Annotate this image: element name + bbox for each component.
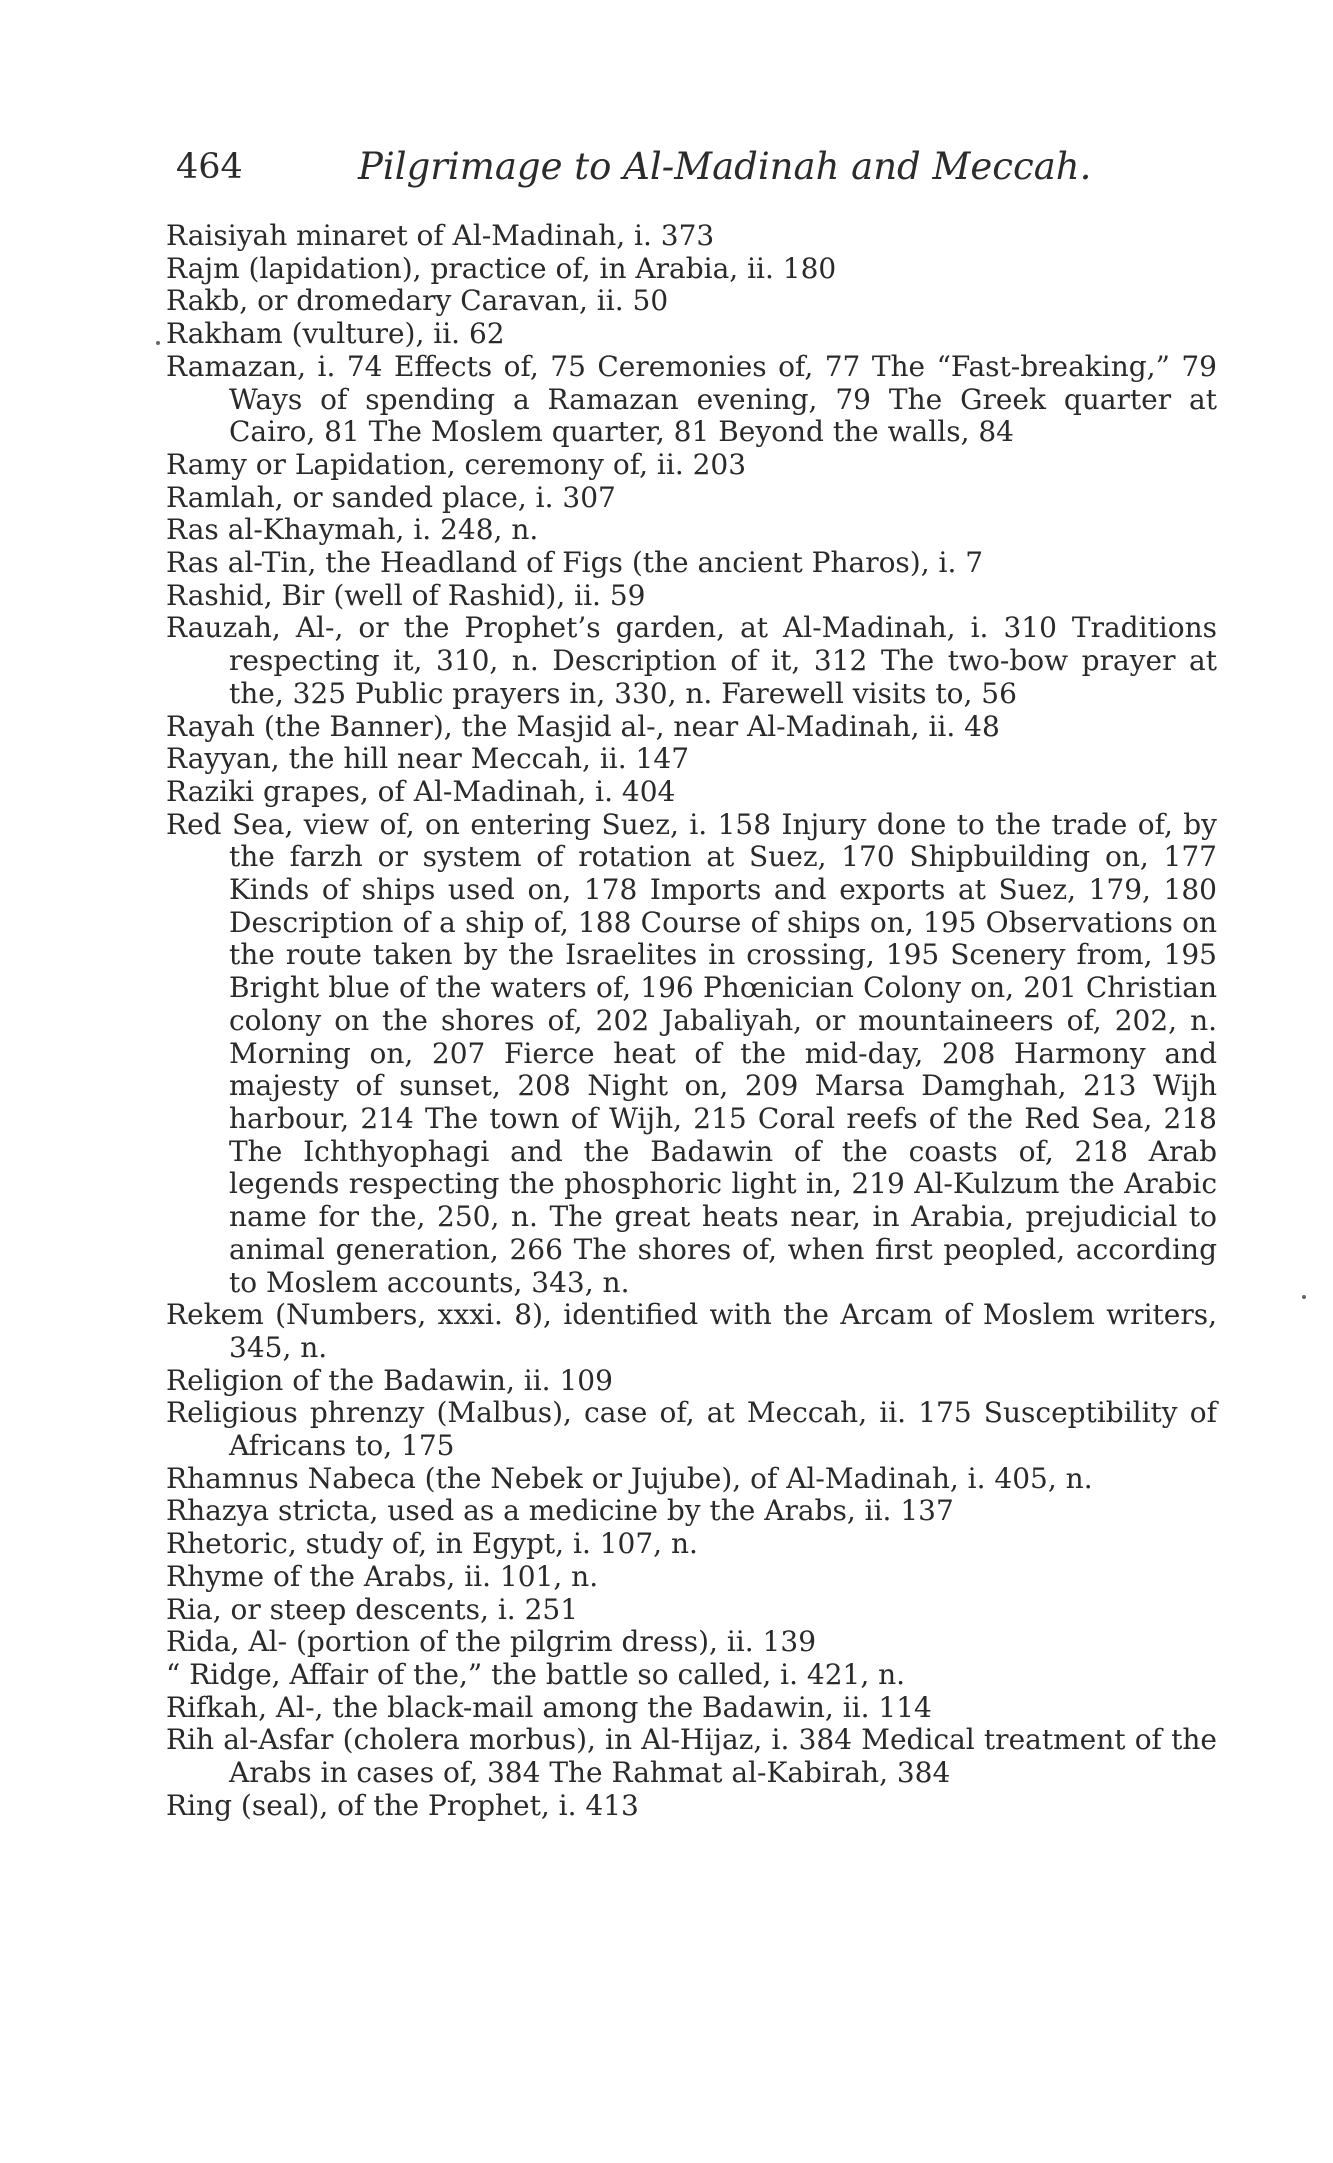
index-entry: Ramazan, i. 74 Effects of, 75 Ceremonies of, 77 The “Fast-breaking,” 79 Ways of spending a Ramazan evening, 79 The Greek quarter at Cairo, 81 The Moslem quarter, 81 Beyond the walls, 84 [166, 349, 1217, 449]
index-entry: “ Ridge, Affair of the,” the battle so called, i. 421, n. [166, 1657, 906, 1691]
index-entry: Rhamnus Nabeca (the Nebek or Jujube), of Al-Madinah, i. 405, n. [166, 1461, 1093, 1495]
margin-dot [156, 341, 160, 345]
index-entry: Ras al-Tin, the Headland of Figs (the ancient Pharos), i. 7 [166, 546, 984, 580]
index-entry: Rhazya stricta, used as a medicine by the Arabs, ii. 137 [166, 1494, 954, 1528]
index-entry: Ring (seal), of the Prophet, i. 413 [166, 1788, 639, 1822]
index-entry: Ramy or Lapidation, ceremony of, ii. 203 [166, 447, 747, 481]
index-entry: Religious phrenzy (Malbus), case of, at Meccah, ii. 175 Susceptibility of Africans to, 175 [166, 1396, 1217, 1463]
index-entry: Raisiyah minaret of Al-Madinah, i. 373 [166, 219, 715, 252]
index-entry: Rekem (Numbers, xxxi. 8), identified with the Arcam of Moslem writers, 345, n. [166, 1298, 1217, 1364]
index-entry: Red Sea, view of, on entering Suez, i. 158 Injury done to the trade of, by the farzh or system of rotation at Suez, 170 Shipbuilding on, 177 Kinds of ships used on, 178 Imports and exports at Suez, 179, 180 Description of a ship of, 188 Course of ships on, 195 Observations on the route taken by the Israelites in crossing, 195 Scenery from, 195 Bright blue of the waters of, 196 Phœnician Colony on, 201 Christian colony on the shores of, 202 Jabaliyah, or mountaineers of, 202, n. Morning on, 207 Fierce heat of the mid-day, 208 Harmony and majesty of sunset, 208 Night on, 209 Marsa Damghah, 213 Wijh harbour, 214 The town of Wijh, 215 Coral reefs of the Red Sea, 218 The Ichthyophagi and the Badawin of the coasts of, 218 Arab legends respecting the phosphoric light in, 219 Al-Kulzum the Arabic name for the, 250, n. The great heats near, in Arabia, prejudicial to animal generation, 266 The shores of, when first peopled, according to Moslem accounts, 343, n. [166, 807, 1217, 1299]
index-entry: Rajm (lapidation), practice of, in Arabia, ii. 180 [166, 251, 837, 285]
index-entries [166, 220, 1217, 1822]
margin-dot [1302, 1295, 1306, 1299]
index-entry: Rhyme of the Arabs, ii. 101, n. [166, 1559, 599, 1593]
index-entry: Rifkah, Al-, the black-mail among the Badawin, ii. 114 [166, 1690, 932, 1724]
index-entry: Rauzah, Al-, or the Prophet’s garden, at Al-Madinah, i. 310 Traditions respecting it, 310, n. Description of it, 312 The two-bow prayer at the, 325 Public prayers in, 330, n. Farewell visits to, 56 [166, 611, 1217, 710]
running-title: Pilgrimage to Al-Madinah and Meccah. [358, 145, 1092, 188]
index-entry: Rayyan, the hill near Meccah, ii. 147 [166, 742, 690, 776]
page-header [176, 142, 1156, 192]
index-entry: Ramlah, or sanded place, i. 307 [166, 480, 616, 514]
index-entry: Ras al-Khaymah, i. 248, n. [166, 513, 539, 547]
index-entry: Ria, or steep descents, i. 251 [166, 1592, 579, 1626]
index-entry: Rida, Al- (portion of the pilgrim dress), ii. 139 [166, 1625, 817, 1659]
index-entry: Rashid, Bir (well of Rashid), ii. 59 [166, 578, 646, 612]
page-number: 464 [176, 147, 243, 187]
index-entry: Raziki grapes, of Al-Madinah, i. 404 [166, 774, 676, 808]
index-entry: Rih al-Asfar (cholera morbus), in Al-Hijaz, i. 384 Medical treatment of the Arabs in cases of, 384 The Rahmat al-Kabirah, 384 [166, 1723, 1217, 1790]
index-entry: Rhetoric, study of, in Egypt, i. 107, n. [166, 1527, 698, 1561]
index-entry: Rakham (vulture), ii. 62 [166, 317, 505, 351]
index-entry: Rakb, or dromedary Caravan, ii. 50 [166, 284, 669, 318]
index-entry: Rayah (the Banner), the Masjid al-, near Al-Madinah, ii. 48 [166, 709, 1000, 743]
index-entry: Religion of the Badawin, ii. 109 [166, 1363, 613, 1397]
